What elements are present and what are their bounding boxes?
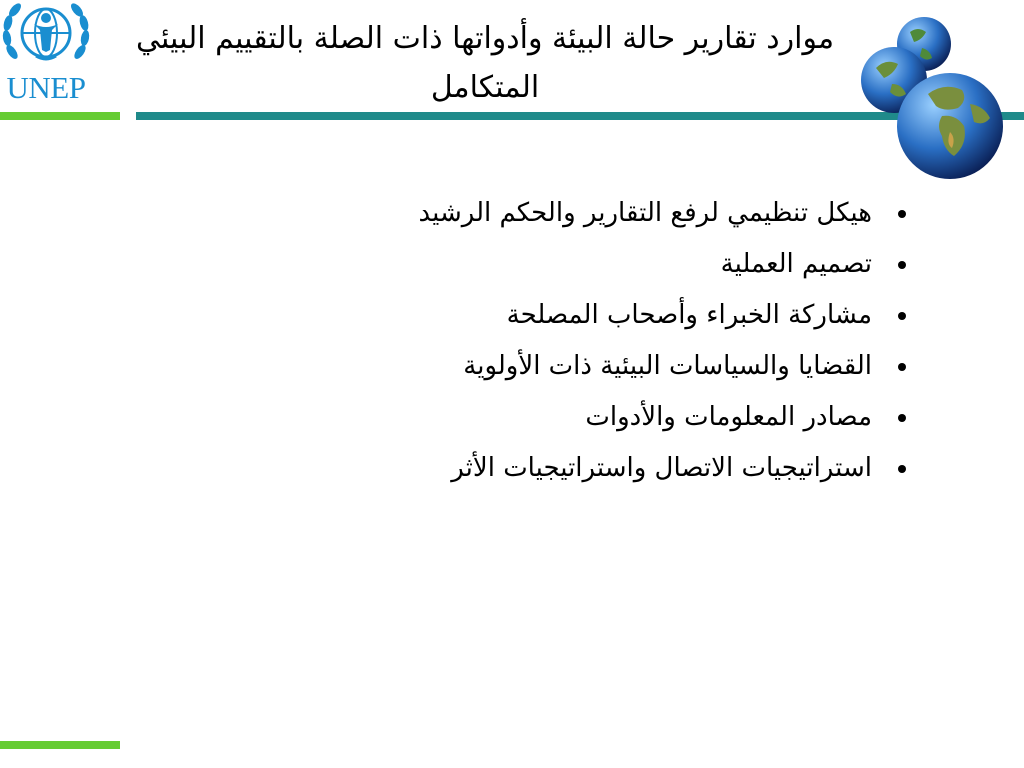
bullet-text: هيكل تنظيمي لرفع التقارير والحكم الرشيد (418, 198, 872, 228)
bullet-item (418, 392, 906, 443)
bullet-text: استراتيجيات الاتصال واستراتيجيات الأثر (451, 453, 872, 483)
bullet-item (418, 290, 906, 341)
bullet-dot (898, 261, 906, 269)
bullet-item (418, 341, 906, 392)
accent-bar-green-bottom (0, 741, 120, 749)
unep-logo (0, 0, 92, 108)
bullet-text: مشاركة الخبراء وأصحاب المصلحة (506, 300, 872, 330)
bullet-item (418, 239, 906, 290)
slide-title: موارد تقارير حالة البيئة وأدواتها ذات الصلة بالتقييم البيئي المتكامل (135, 21, 835, 105)
bullet-text: مصادر المعلومات والأدوات (585, 402, 872, 432)
bullet-dot (898, 210, 906, 218)
bullet-item (418, 188, 906, 239)
accent-bar-green-top (0, 112, 120, 120)
bullet-dot (898, 414, 906, 422)
bullet-text: تصميم العملية (720, 249, 872, 279)
unep-emblem-icon (0, 0, 92, 70)
globes-icon (858, 12, 1008, 184)
logo-wordmark: UNEP (6, 70, 86, 105)
bullet-text: القضايا والسياسات البيئية ذات الأولوية (463, 351, 872, 381)
bullet-item (418, 443, 906, 494)
bullet-dot (898, 465, 906, 473)
bullet-dot (898, 363, 906, 371)
bullet-dot (898, 312, 906, 320)
bullet-list (418, 188, 906, 494)
